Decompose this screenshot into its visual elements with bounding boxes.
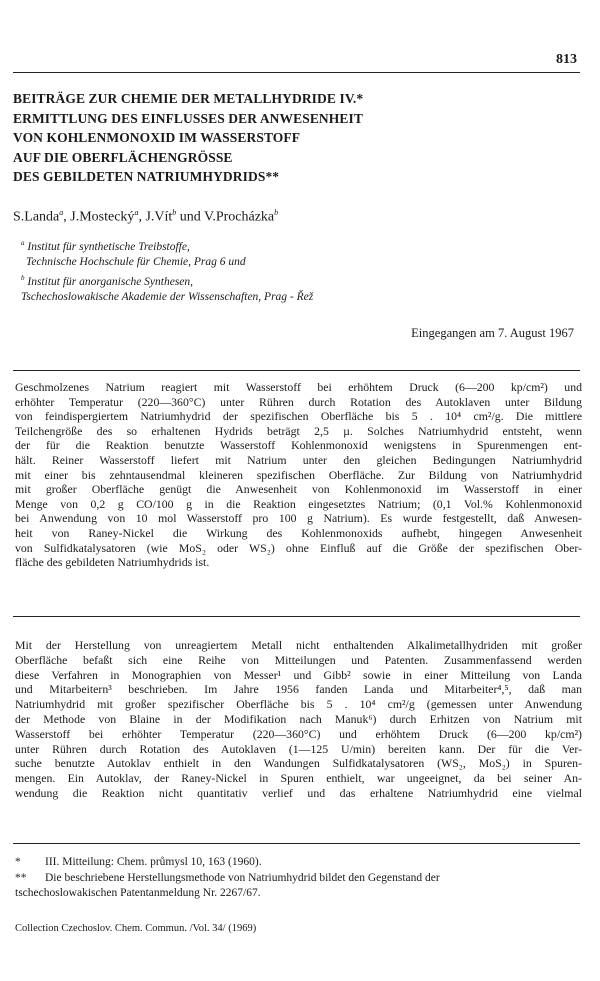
footnote-text: III. Mitteilung: Chem. průmysl 10, 163 (1960). bbox=[45, 856, 262, 868]
title-line: DES GEBILDETEN NATRIUMHYDRIDS** bbox=[13, 169, 280, 185]
abstract-line: erhöhter Temperatur (220—360°C) unter Rühren durch Rotation des Autoklaven unter Bildung bbox=[15, 394, 582, 409]
affiliation-line bbox=[21, 271, 313, 290]
author-name: J.Mostecký bbox=[70, 209, 135, 225]
body-line: Natriumhydrid mit großer spezifischer Oberfläche bis 5 . 10⁴ cm²/g (gemessen unter Anwendung bbox=[15, 697, 582, 712]
affiliation-text: Tschechoslowakische Akademie der Wissenschaften, Prag - Řež bbox=[21, 291, 314, 304]
abstract-line: fläche des gebildeten Natriumhydrids ist. bbox=[15, 555, 210, 570]
footnotes bbox=[15, 855, 582, 902]
body-line: wendung die Reaktion nicht quantitativ verlief und das erhaltene Natriumhydrid eine vielmal bbox=[15, 785, 582, 800]
title-line: VON KOHLENMONOXID IM WASSERSTOFF bbox=[13, 130, 301, 146]
body-line: mengen. Ein Autoklav, der Raney-Nickel in Spuren enthielt, war ungeeignet, da bei seiner An- bbox=[15, 771, 582, 786]
affiliation-text: Technische Hochschule für Chemie, Prag 6 und bbox=[26, 256, 246, 269]
received-date: Eingegangen am 7. August 1967 bbox=[411, 326, 574, 340]
abstract-line: von feindispergiertem Natriumhydrid der spezifischen Oberfläche bis 5 . 10⁴ cm²/g. Die mittlere bbox=[15, 409, 582, 424]
header-rule bbox=[13, 72, 580, 73]
footnote bbox=[15, 855, 582, 871]
affiliation-mark: a bbox=[21, 239, 25, 247]
title-line: ERMITTLUNG DES EINFLUSSES DER ANWESENHEIT bbox=[13, 110, 363, 126]
affiliations bbox=[21, 236, 313, 306]
body-line: diese Verfahren in Monographien von Messer¹ und Gibb² sowie in einer Mitteilung von Landa bbox=[15, 667, 582, 682]
abstract-bottom-rule bbox=[13, 616, 580, 617]
footnote-mark: ** bbox=[15, 871, 27, 884]
page-number: 813 bbox=[556, 52, 577, 67]
author-affiliation-mark: b bbox=[172, 208, 177, 217]
body-line: und Mitarbeitern³ beschrieben. Im Jahre 1956 fanden Landa und Mitarbeiter⁴,⁵, daß man bbox=[15, 682, 582, 697]
author-name: S.Landa bbox=[13, 209, 60, 225]
affiliation-text: Institut für synthetische Treibstoffe, bbox=[27, 240, 190, 253]
body-line: Mit der Herstellung von unreagiertem Metall nicht enthaltenden Alkalimetallhydriden mit großer bbox=[15, 638, 582, 652]
footnote-text: tschechoslowakischen Patentanmeldung Nr. 2267/67. bbox=[15, 887, 261, 899]
author-separator: , bbox=[63, 209, 71, 225]
footnote-rule bbox=[13, 843, 580, 844]
footnote bbox=[15, 871, 582, 887]
abstract-line: heit von Raney-Nickel die Wirkung des Kohlenmonoxids aufhebt, hingegen Anwesenheit bbox=[15, 525, 582, 540]
abstract-line: mit einer bis zehntausendmal kleineren spezifischen Oberfläche. Zur Bildung von Natriumhydrid bbox=[15, 467, 582, 482]
affiliation-line bbox=[21, 290, 313, 306]
abstract-line: bei Anwendung von 10 mol Wasserstoff pro 100 g Natrium). Es wurde festgestellt, daß Anwesen- bbox=[15, 511, 582, 526]
title-line: BEITRÄGE ZUR CHEMIE DER METALLHYDRIDE IV.* bbox=[13, 91, 364, 106]
footnote-mark: * bbox=[15, 856, 21, 868]
abstract-line: von Sulfidkatalysatoren (wie MoS₂ oder WS₂) ohne Einfluß auf die Größe der spezifischen Ober- bbox=[15, 540, 582, 555]
abstract-line: Geschmolzenes Natrium reagiert mit Wasserstoff bei erhöhtem Druck (6—200 kp/cm²) und bbox=[15, 380, 582, 394]
journal-citation: Collection Czechoslov. Chem. Commun. /Vol. 34/ (1969) bbox=[15, 923, 257, 934]
abstract-line: hält. Reiner Wasserstoff liefert mit Natrium unter den gleichen Bedingungen Natriumhydrid bbox=[15, 452, 582, 467]
author-separator: , bbox=[138, 209, 146, 225]
abstract-top-rule bbox=[13, 370, 580, 371]
affiliation-text: Institut für anorganische Synthesen, bbox=[27, 275, 194, 288]
author-name: J.Vít bbox=[145, 209, 173, 225]
author-affiliation-mark: a bbox=[134, 208, 139, 217]
body-line: der Methode von Blaine in der Modifikation nach Manuk⁶) durch Erhitzen von Natrium mit bbox=[15, 711, 582, 726]
body-line: Oberfläche befaßt sich eine Reihe von Mitteilungen und Patenten. Zusammenfassend werden bbox=[15, 652, 582, 667]
body-text bbox=[15, 638, 582, 801]
abstract-line: der für die Reaktion benutzte Wasserstoff Kohlenmonoxid wenigstens in Spurenmengen ent- bbox=[15, 438, 582, 453]
title-line: AUF DIE OBERFLÄCHENGRÖSSE bbox=[13, 149, 233, 165]
affiliation-line bbox=[21, 255, 313, 271]
abstract bbox=[15, 380, 582, 570]
author-list bbox=[13, 208, 278, 226]
author-affiliation-mark: b bbox=[274, 208, 279, 217]
body-line: Wasserstoff bei erhöhter Temperatur (220—360°C) und erhöhtem Druck (6—200 kp/cm²) bbox=[15, 726, 582, 741]
abstract-line: Teilchengröße des so erhaltenen Hydrids beträgt 2,5 µ. Solches Natriumhydrid entsteht, wenn bbox=[15, 423, 582, 438]
affiliation-mark: b bbox=[21, 274, 25, 283]
body-line: unter Rühren durch Rotation des Autoklaven (1—125 U/min) bereiten kann. Der für die Ver- bbox=[15, 741, 582, 756]
article-title bbox=[13, 89, 583, 187]
abstract-line: Menge von 0,2 g CO/100 g in die Reaktion eingesetztes Natrium; (0,1 Vol.% Kohlenmonoxid bbox=[15, 496, 582, 511]
body-line: suche benutzte Autoklav enthielt in den Wandungen Sulfidkatalysatoren (WS₂, MoS₂) in Spuren- bbox=[15, 756, 582, 771]
author-separator: und bbox=[176, 209, 205, 225]
author-name: V.Procházka bbox=[204, 209, 275, 225]
author-affiliation-mark: a bbox=[59, 208, 64, 217]
footnote-text: Die beschriebene Herstellungsmethode von Natriumhydrid bildet den Gegenstand der bbox=[45, 871, 440, 884]
abstract-line: mit großer Oberfläche genügt die Anwesenheit von Kohlenmonoxid im Wasserstoff in einer bbox=[15, 482, 582, 497]
affiliation-line bbox=[21, 236, 313, 255]
footnote-continuation bbox=[15, 886, 582, 902]
